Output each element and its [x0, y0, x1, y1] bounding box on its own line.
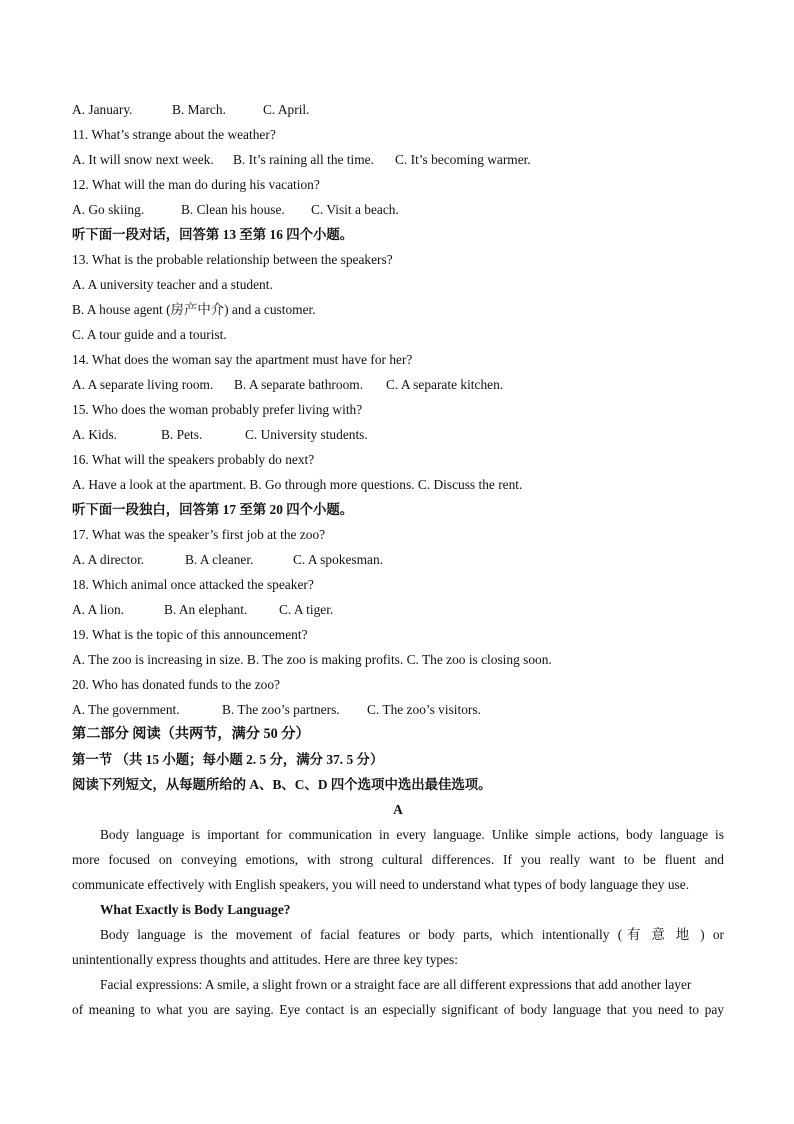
q12-option-b: B. Clean his house. — [181, 202, 285, 217]
q18-option-a: A. A lion. — [72, 602, 125, 617]
passage-subheading: What Exactly is Body Language? — [100, 902, 291, 917]
paragraph-1-line-2: more focused on conveying emotions, with strong cultural differences. If you really want to be fluent and — [72, 852, 724, 867]
passage-label: A — [393, 802, 403, 817]
q16-options: A. Have a look at the apartment. B. Go through more questions. C. Discuss the rent. — [72, 477, 523, 492]
q12-option-a: A. Go skiing. — [72, 202, 145, 217]
section-one-title: 第一节 （共 15 小题；每小题 2. 5 分，满分 37. 5 分） — [72, 752, 384, 767]
q15-options — [72, 422, 724, 447]
q18-option-c: C. A tiger. — [279, 602, 334, 617]
q15-option-a: A. Kids. — [72, 427, 118, 442]
q15-option-b: B. Pets. — [161, 427, 203, 442]
q18-options — [72, 597, 724, 622]
passage-paragraph-2 — [72, 922, 724, 972]
passage-paragraph-1 — [72, 822, 724, 897]
paragraph-1-line-1: Body language is important for communication in every language. Unlike simple actions, body language is — [100, 827, 724, 842]
q19-question: 19. What is the topic of this announcement? — [72, 627, 308, 642]
q17-options — [72, 547, 724, 572]
q12-option-c: C. Visit a beach. — [311, 202, 399, 217]
q14-option-c: C. A separate kitchen. — [386, 377, 504, 392]
instruction-13-16: 听下面一段对话，回答第 13 至第 16 四个小题。 — [72, 227, 354, 242]
q10-option-a: A. January. — [72, 102, 133, 117]
paragraph-2-line-2: unintentionally express thoughts and attitudes. Here are three key types: — [72, 952, 458, 967]
q12-question: 12. What will the man do during his vacation? — [72, 177, 320, 192]
q20-question: 20. Who has donated funds to the zoo? — [72, 677, 281, 692]
q10-options — [72, 97, 724, 122]
paragraph-1-line-3: communicate effectively with English speakers, you will need to understand what types of body language they use. — [72, 877, 690, 892]
q20-option-a: A. The government. — [72, 702, 180, 717]
q14-question: 14. What does the woman say the apartment must have for her? — [72, 352, 413, 367]
q13-option-c: C. A tour guide and a tourist. — [72, 327, 227, 342]
paragraph-2-line-1-end: ) or — [700, 927, 724, 942]
q15-option-c: C. University students. — [245, 427, 368, 442]
q20-options — [72, 697, 724, 722]
paragraph-3-line-1: Facial expressions: A smile, a slight frown or a straight face are all different expressions that add another layer — [100, 977, 692, 992]
q17-option-b: B. A cleaner. — [185, 552, 254, 567]
section-one-instruction: 阅读下列短文，从每题所给的 A、B、C、D 四个选项中选出最佳选项。 — [72, 777, 492, 792]
q13-option-b: B. A house agent (房产中介) and a customer. — [72, 302, 316, 317]
paragraph-3-line-2: of meaning to what you are saying. Eye contact is an especially significant of body language that you need to pay — [72, 1002, 724, 1017]
q13-question: 13. What is the probable relationship between the speakers? — [72, 252, 393, 267]
q15-question: 15. Who does the woman probably prefer living with? — [72, 402, 363, 417]
q11-option-a: A. It will snow next week. — [72, 152, 214, 167]
q18-question: 18. Which animal once attacked the speaker? — [72, 577, 314, 592]
instruction-17-20: 听下面一段独白，回答第 17 至第 20 四个小题。 — [72, 502, 354, 517]
q17-option-a: A. A director. — [72, 552, 145, 567]
q14-option-b: B. A separate bathroom. — [234, 377, 364, 392]
q11-question: 11. What’s strange about the weather? — [72, 127, 276, 142]
q17-option-c: C. A spokesman. — [293, 552, 384, 567]
q11-option-c: C. It’s becoming warmer. — [395, 152, 531, 167]
exam-page — [72, 97, 724, 1022]
q13-option-a: A. A university teacher and a student. — [72, 277, 273, 292]
q20-option-b: B. The zoo’s partners. — [222, 702, 340, 717]
part-two-title: 第二部分 阅读（共两节，满分 50 分） — [72, 726, 310, 742]
q14-options — [72, 372, 724, 397]
q11-option-b: B. It’s raining all the time. — [233, 152, 374, 167]
passage-paragraph-3 — [72, 972, 724, 1022]
q11-options — [72, 147, 724, 172]
paragraph-2-line-1 — [72, 922, 724, 947]
q10-option-b: B. March. — [172, 102, 226, 117]
q10-option-c: C. April. — [263, 102, 310, 117]
q16-question: 16. What will the speakers probably do next? — [72, 452, 315, 467]
q19-options: A. The zoo is increasing in size. B. The zoo is making profits. C. The zoo is closing soon. — [72, 652, 552, 667]
q12-options — [72, 197, 724, 222]
q18-option-b: B. An elephant. — [164, 602, 248, 617]
q14-option-a: A. A separate living room. — [72, 377, 214, 392]
paragraph-2-gloss: 有意地 — [622, 927, 701, 942]
paragraph-2-line-1-text: Body language is the movement of facial features or body parts, which intentionally ( — [100, 927, 623, 942]
q17-question: 17. What was the speaker’s first job at the zoo? — [72, 527, 326, 542]
q20-option-c: C. The zoo’s visitors. — [367, 702, 481, 717]
